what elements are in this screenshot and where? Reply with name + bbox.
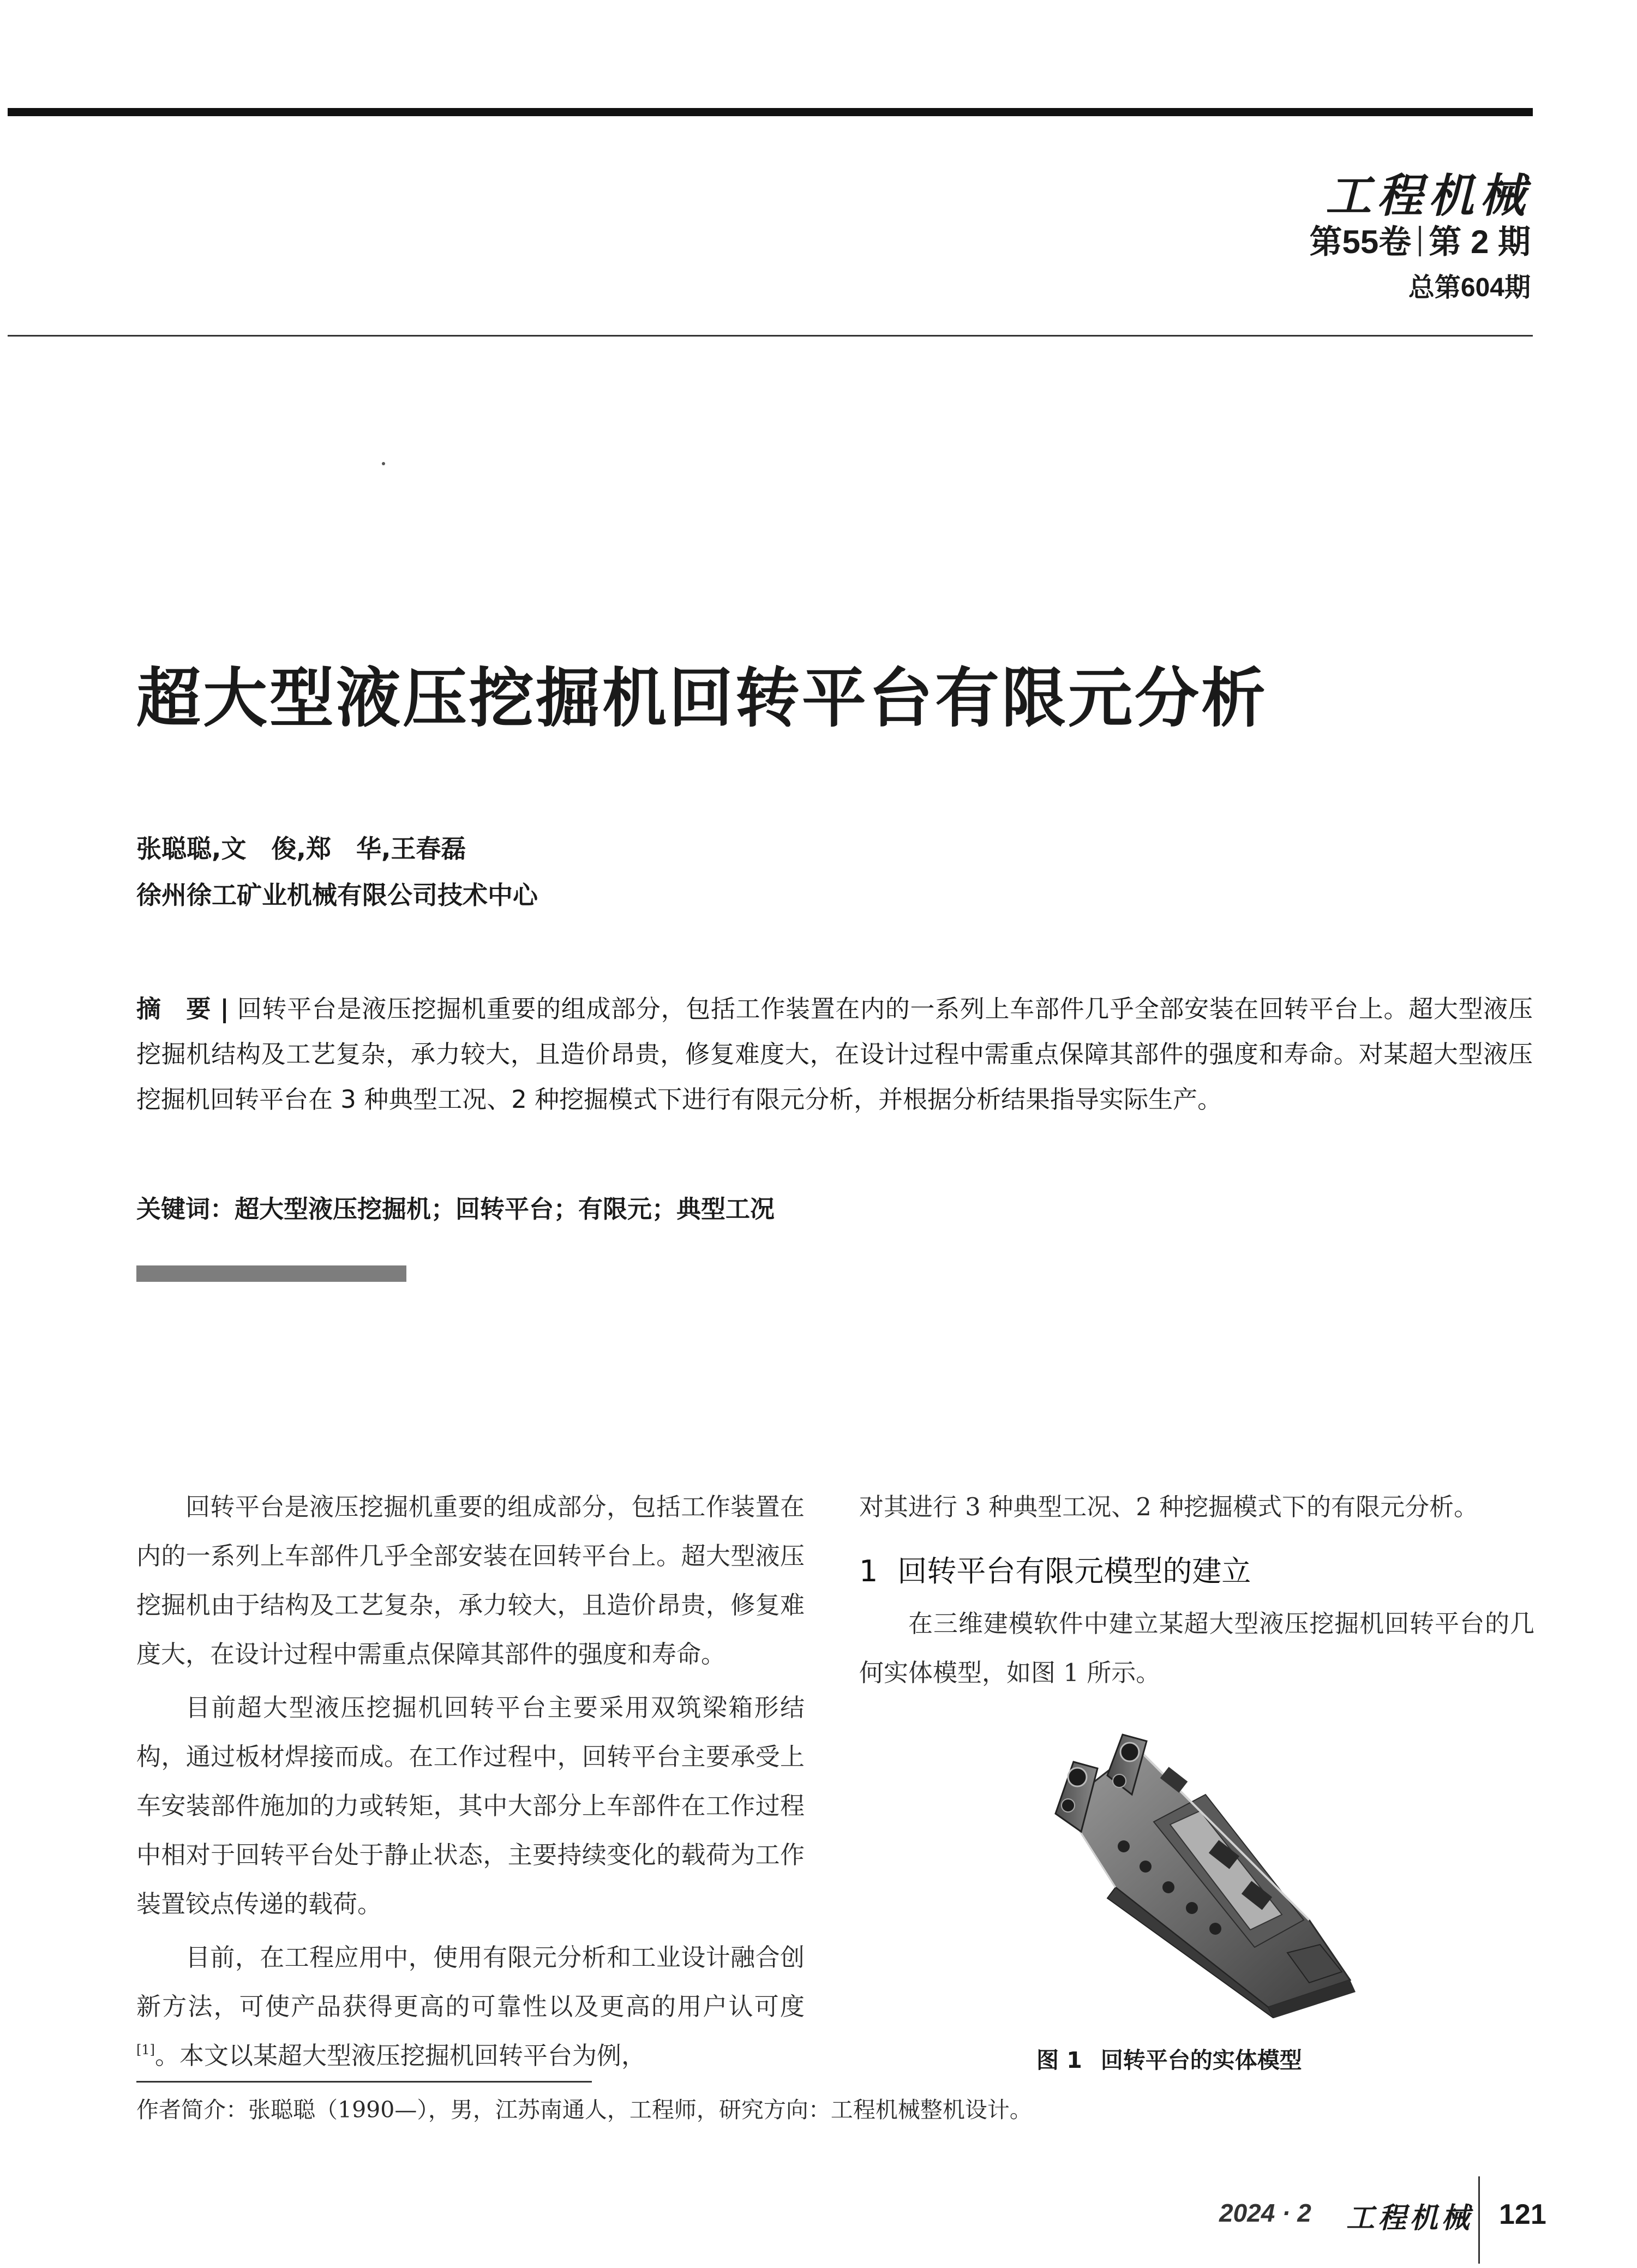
- journal-name: 工程机械: [1325, 169, 1531, 223]
- total-issue: 总第604期: [1408, 273, 1531, 302]
- body-left-column: [136, 1483, 805, 2085]
- abstract-label: 摘 要 |: [136, 994, 229, 1023]
- footnote-rule: [136, 2081, 592, 2083]
- abstract-text: 回转平台是液压挖掘机重要的组成部分，包括工作装置在内的一系列上车部件几乎全部安装在回转平台上。超大型液压挖掘机结构及工艺复杂，承力较大，且造价昂贵，修复难度大，在设计过程中需重点保障其部件的强度和寿命。对某超大型液压挖掘机回转平台在 3 种典型工况、2 种挖掘模式下进行有限元分析，并根据分析结果指导实际生产。: [136, 994, 1533, 1114]
- section-divider-bar: [136, 1265, 406, 1282]
- keywords: [136, 1189, 775, 1225]
- figure-1-image: [1026, 1724, 1375, 2018]
- body-paragraph: [136, 1933, 805, 2080]
- figure-1-caption: [1036, 2042, 1302, 2074]
- figure-caption-text: 回转平台的实体模型: [1100, 2047, 1302, 2073]
- header-bottom-rule: [8, 335, 1533, 337]
- footer-journal-name: 工程机械: [1346, 2201, 1473, 2235]
- section-number: 1: [859, 1554, 878, 1588]
- keywords-text: 超大型液压挖掘机；回转平台；有限元；典型工况: [235, 1195, 775, 1223]
- body-paragraph-continued: 对其进行 3 种典型工况、2 种挖掘模式下的有限元分析。: [859, 1492, 1479, 1521]
- footer-date: 2024 · 2: [1219, 2199, 1311, 2227]
- figure-label: 图 1: [1036, 2047, 1082, 2073]
- footer-separator: [1478, 2176, 1480, 2264]
- body-paragraph: 回转平台是液压挖掘机重要的组成部分，包括工作装置在内的一系列上车部件几乎全部安装在回转平台上。超大型液压挖掘机由于结构及工艺复杂，承力较大，且造价昂贵，修复难度大，在设计过程中需重点保障其部件的强度和寿命。: [136, 1492, 805, 1669]
- body-right-column: [859, 1483, 1534, 1702]
- author-affiliation: 徐州徐工矿业机械有限公司技术中心: [136, 880, 538, 910]
- print-speck: [382, 462, 385, 465]
- issue-line: [1310, 216, 1531, 263]
- issue-separator: [1419, 226, 1421, 256]
- volume-label: 第55卷: [1309, 224, 1412, 260]
- paragraph-text: 目前，在工程应用中，使用有限元分析和工业设计融合创新方法，可使产品获得更高的可靠性以及更高的用户认可度: [136, 1943, 805, 2021]
- section-heading: [859, 1547, 1534, 1596]
- paragraph-text: 。本文以某超大型液压挖掘机回转平台为例，: [155, 2041, 646, 2070]
- article-authors: 张聪聪,文 俊,郑 华,王春磊: [136, 834, 466, 863]
- article-title: 超大型液压挖掘机回转平台有限元分析: [136, 661, 1268, 736]
- page-number: 121: [1499, 2199, 1546, 2230]
- body-paragraph: 在三维建模软件中建立某超大型液压挖掘机回转平台的几何实体模型，如图 1 所示。: [859, 1609, 1534, 1687]
- header-top-rule: [8, 108, 1533, 116]
- keywords-label: 关键词：: [136, 1195, 235, 1223]
- body-paragraph: 目前超大型液压挖掘机回转平台主要采用双筑梁箱形结构，通过板材焊接而成。在工作过程中，回转平台主要承受上车安装部件施加的力或转矩，其中大部分上车部件在工作过程中相对于回转平台处于静止状态，主要持续变化的载荷为工作装置铰点传递的载荷。: [136, 1693, 805, 1918]
- abstract: [136, 986, 1533, 1122]
- issue-number: 第 2 期: [1429, 224, 1531, 260]
- author-footnote: 作者简介：张聪聪（1990—），男，江苏南通人，工程师，研究方向：工程机械整机设计。: [136, 2097, 1032, 2123]
- reference-mark: [1]: [136, 2042, 155, 2057]
- section-title: 回转平台有限元模型的建立: [897, 1554, 1251, 1588]
